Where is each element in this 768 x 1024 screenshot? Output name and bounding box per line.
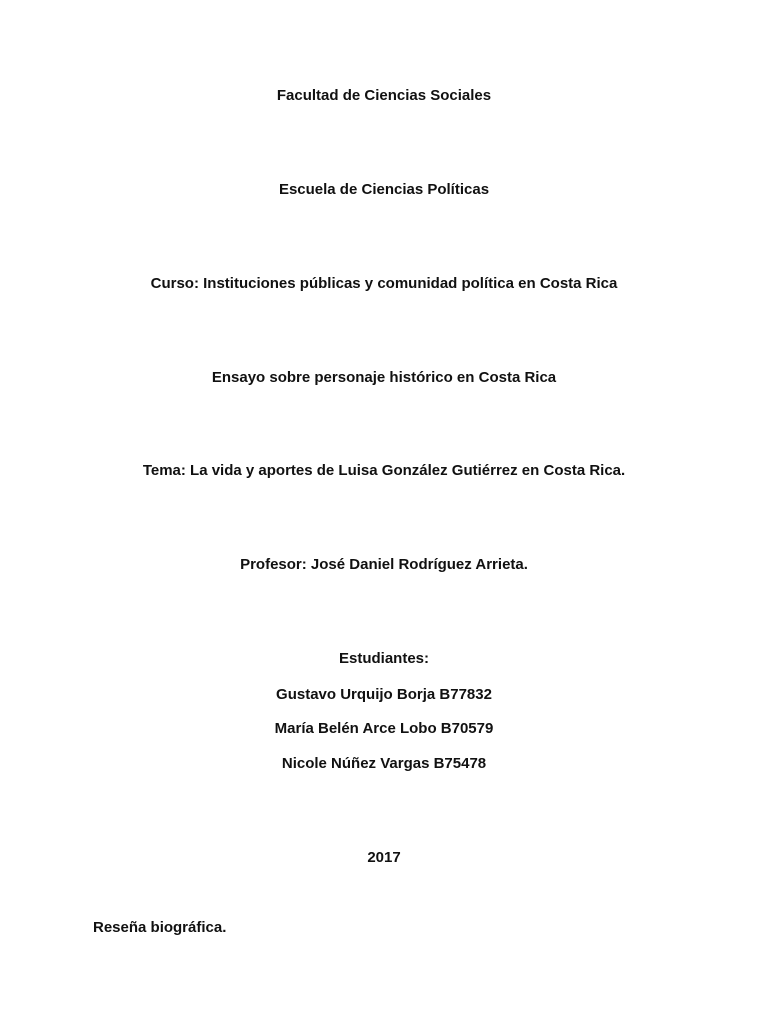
students-heading: Estudiantes: [338, 650, 429, 667]
year: 2017 [367, 849, 401, 866]
school-name: Escuela de Ciencias Políticas [278, 181, 490, 198]
section-heading: Reseña biográfica. [93, 919, 227, 936]
professor-name: Profesor: José Daniel Rodríguez Arrieta. [240, 556, 528, 573]
student-name: María Belén Arce Lobo B70579 [274, 720, 494, 737]
student-name: Gustavo Urquijo Borja B77832 [276, 686, 492, 703]
faculty-name: Facultad de Ciencias Sociales [276, 87, 492, 104]
assignment-title: Ensayo sobre personaje histórico en Costa Rica [211, 369, 557, 386]
course-title: Curso: Instituciones públicas y comunidad política en Costa Rica [150, 275, 618, 292]
student-name: Nicole Núñez Vargas B75478 [281, 755, 487, 772]
topic-title: Tema: La vida y aportes de Luisa González Gutiérrez en Costa Rica. [142, 462, 626, 479]
